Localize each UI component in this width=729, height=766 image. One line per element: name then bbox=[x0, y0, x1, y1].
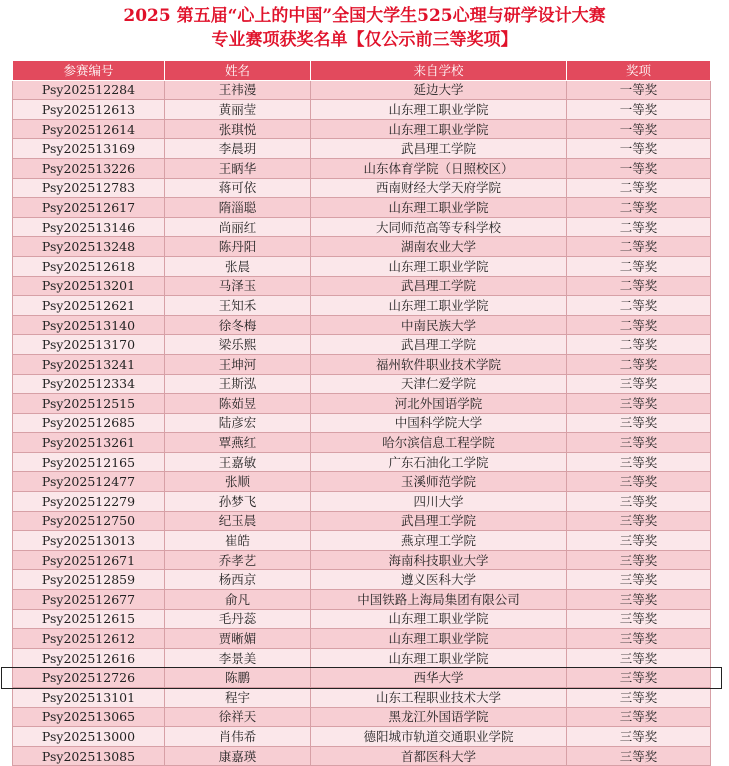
cell-id: Psy202512621 bbox=[13, 296, 165, 316]
cell-name: 徐祥天 bbox=[165, 707, 311, 727]
cell-award: 三等奖 bbox=[567, 707, 711, 727]
cell-id: Psy202512859 bbox=[13, 570, 165, 590]
cell-award: 三等奖 bbox=[567, 394, 711, 414]
cell-award: 三等奖 bbox=[567, 531, 711, 551]
table-row bbox=[13, 198, 711, 218]
table-row bbox=[13, 648, 711, 668]
cell-school: 山东体育学院（日照校区） bbox=[311, 158, 567, 178]
page-title: 2025 第五届“心上的中国”全国大学生525心理与研学设计大赛 bbox=[123, 6, 606, 26]
cell-name: 李景美 bbox=[165, 648, 311, 668]
cell-id: Psy202513248 bbox=[13, 237, 165, 257]
cell-school: 黑龙江外国语学院 bbox=[311, 707, 567, 727]
cell-award: 三等奖 bbox=[567, 688, 711, 708]
cell-name: 王斯泓 bbox=[165, 374, 311, 394]
table-body bbox=[13, 80, 711, 766]
cell-award: 三等奖 bbox=[567, 413, 711, 433]
cell-award: 二等奖 bbox=[567, 276, 711, 296]
cell-award: 三等奖 bbox=[567, 472, 711, 492]
cell-id: Psy202512616 bbox=[13, 648, 165, 668]
cell-name: 陈茹昱 bbox=[165, 394, 311, 414]
cell-name: 蒋可依 bbox=[165, 178, 311, 198]
cell-school: 西南财经大学天府学院 bbox=[311, 178, 567, 198]
cell-school: 武昌理工学院 bbox=[311, 511, 567, 531]
table-row bbox=[13, 178, 711, 198]
cell-name: 贾晰媚 bbox=[165, 629, 311, 649]
cell-school: 山东理工职业学院 bbox=[311, 256, 567, 276]
cell-id: Psy202512726 bbox=[13, 668, 165, 688]
table-row bbox=[13, 550, 711, 570]
cell-award: 一等奖 bbox=[567, 139, 711, 159]
page-subtitle: 专业赛项获奖名单【仅公示前三等奖项】 bbox=[211, 30, 518, 50]
cell-name: 覃燕红 bbox=[165, 433, 311, 453]
cell-name: 徐冬梅 bbox=[165, 315, 311, 335]
cell-id: Psy202513169 bbox=[13, 139, 165, 159]
table-row bbox=[13, 276, 711, 296]
cell-award: 二等奖 bbox=[567, 335, 711, 355]
cell-id: Psy202512165 bbox=[13, 452, 165, 472]
table-row bbox=[13, 472, 711, 492]
awards-table bbox=[12, 60, 711, 766]
cell-name: 尚丽红 bbox=[165, 217, 311, 237]
cell-id: Psy202512613 bbox=[13, 100, 165, 120]
cell-id: Psy202512334 bbox=[13, 374, 165, 394]
table-row bbox=[13, 746, 711, 766]
cell-name: 程宇 bbox=[165, 688, 311, 708]
cell-id: Psy202513201 bbox=[13, 276, 165, 296]
cell-award: 三等奖 bbox=[567, 550, 711, 570]
cell-name: 俞凡 bbox=[165, 590, 311, 610]
cell-name: 康嘉瑛 bbox=[165, 746, 311, 766]
cell-award: 三等奖 bbox=[567, 590, 711, 610]
cell-award: 三等奖 bbox=[567, 727, 711, 747]
cell-award: 三等奖 bbox=[567, 433, 711, 453]
cell-id: Psy202513065 bbox=[13, 707, 165, 727]
cell-school: 燕京理工学院 bbox=[311, 531, 567, 551]
cell-school: 中国铁路上海局集团有限公司 bbox=[311, 590, 567, 610]
cell-school: 玉溪师范学院 bbox=[311, 472, 567, 492]
cell-id: Psy202512783 bbox=[13, 178, 165, 198]
cell-name: 梁乐熙 bbox=[165, 335, 311, 355]
cell-id: Psy202512515 bbox=[13, 394, 165, 414]
table-row bbox=[13, 590, 711, 610]
table-row bbox=[13, 609, 711, 629]
cell-school: 海南科技职业大学 bbox=[311, 550, 567, 570]
table-row bbox=[13, 335, 711, 355]
cell-name: 乔孝艺 bbox=[165, 550, 311, 570]
cell-name: 张晨 bbox=[165, 256, 311, 276]
cell-name: 黄丽莹 bbox=[165, 100, 311, 120]
cell-id: Psy202512284 bbox=[13, 80, 165, 100]
cell-award: 二等奖 bbox=[567, 296, 711, 316]
table-row bbox=[13, 492, 711, 512]
column-header-school: 来自学校 bbox=[311, 61, 567, 81]
cell-name: 李晨玥 bbox=[165, 139, 311, 159]
cell-school: 福州软件职业技术学院 bbox=[311, 354, 567, 374]
table-row bbox=[13, 158, 711, 178]
table-row bbox=[13, 374, 711, 394]
cell-award: 三等奖 bbox=[567, 668, 711, 688]
cell-school: 中国科学院大学 bbox=[311, 413, 567, 433]
cell-award: 三等奖 bbox=[567, 746, 711, 766]
cell-id: Psy202513085 bbox=[13, 746, 165, 766]
cell-award: 二等奖 bbox=[567, 198, 711, 218]
cell-id: Psy202512685 bbox=[13, 413, 165, 433]
cell-id: Psy202513261 bbox=[13, 433, 165, 453]
cell-school: 延边大学 bbox=[311, 80, 567, 100]
cell-id: Psy202513146 bbox=[13, 217, 165, 237]
column-header-award: 奖项 bbox=[567, 61, 711, 81]
cell-award: 三等奖 bbox=[567, 511, 711, 531]
cell-id: Psy202513241 bbox=[13, 354, 165, 374]
cell-school: 四川大学 bbox=[311, 492, 567, 512]
cell-id: Psy202512477 bbox=[13, 472, 165, 492]
cell-school: 湖南农业大学 bbox=[311, 237, 567, 257]
cell-school: 武昌理工学院 bbox=[311, 139, 567, 159]
cell-award: 二等奖 bbox=[567, 217, 711, 237]
cell-name: 王嘉敏 bbox=[165, 452, 311, 472]
cell-name: 毛丹蕊 bbox=[165, 609, 311, 629]
cell-name: 王知禾 bbox=[165, 296, 311, 316]
table-row bbox=[13, 354, 711, 374]
cell-id: Psy202513101 bbox=[13, 688, 165, 708]
cell-award: 二等奖 bbox=[567, 315, 711, 335]
cell-name: 孙梦飞 bbox=[165, 492, 311, 512]
cell-name: 王昞华 bbox=[165, 158, 311, 178]
cell-school: 遵义医科大学 bbox=[311, 570, 567, 590]
cell-school: 武昌理工学院 bbox=[311, 335, 567, 355]
column-header-name: 姓名 bbox=[165, 61, 311, 81]
cell-id: Psy202513170 bbox=[13, 335, 165, 355]
table-row bbox=[13, 452, 711, 472]
table-row bbox=[13, 570, 711, 590]
table-row bbox=[13, 433, 711, 453]
cell-id: Psy202512671 bbox=[13, 550, 165, 570]
cell-award: 三等奖 bbox=[567, 570, 711, 590]
cell-name: 陈鹏 bbox=[165, 668, 311, 688]
cell-id: Psy202512617 bbox=[13, 198, 165, 218]
table-row bbox=[13, 315, 711, 335]
cell-name: 马泽玉 bbox=[165, 276, 311, 296]
cell-id: Psy202512279 bbox=[13, 492, 165, 512]
table-header-row bbox=[13, 61, 711, 81]
cell-school: 山东理工职业学院 bbox=[311, 648, 567, 668]
cell-name: 王祎漫 bbox=[165, 80, 311, 100]
table-row bbox=[13, 511, 711, 531]
cell-id: Psy202513013 bbox=[13, 531, 165, 551]
table-row bbox=[13, 256, 711, 276]
cell-award: 三等奖 bbox=[567, 492, 711, 512]
cell-award: 三等奖 bbox=[567, 609, 711, 629]
cell-school: 中南民族大学 bbox=[311, 315, 567, 335]
cell-id: Psy202512618 bbox=[13, 256, 165, 276]
cell-id: Psy202513000 bbox=[13, 727, 165, 747]
cell-award: 三等奖 bbox=[567, 374, 711, 394]
cell-school: 山东理工职业学院 bbox=[311, 296, 567, 316]
cell-name: 隋淄聪 bbox=[165, 198, 311, 218]
cell-award: 三等奖 bbox=[567, 452, 711, 472]
cell-school: 首都医科大学 bbox=[311, 746, 567, 766]
table-row bbox=[13, 100, 711, 120]
cell-id: Psy202513140 bbox=[13, 315, 165, 335]
table-row bbox=[13, 237, 711, 257]
cell-school: 大同师范高等专科学校 bbox=[311, 217, 567, 237]
table-row bbox=[13, 531, 711, 551]
table-row bbox=[13, 413, 711, 433]
cell-id: Psy202512615 bbox=[13, 609, 165, 629]
cell-school: 广东石油化工学院 bbox=[311, 452, 567, 472]
cell-school: 天津仁爱学院 bbox=[311, 374, 567, 394]
table-row bbox=[13, 629, 711, 649]
table-row bbox=[13, 707, 711, 727]
cell-award: 二等奖 bbox=[567, 178, 711, 198]
cell-name: 陈丹阳 bbox=[165, 237, 311, 257]
cell-award: 二等奖 bbox=[567, 237, 711, 257]
table-row bbox=[13, 688, 711, 708]
cell-id: Psy202513226 bbox=[13, 158, 165, 178]
table-row bbox=[13, 139, 711, 159]
cell-award: 一等奖 bbox=[567, 80, 711, 100]
cell-school: 德阳城市轨道交通职业学院 bbox=[311, 727, 567, 747]
cell-award: 三等奖 bbox=[567, 629, 711, 649]
table-row-highlighted bbox=[13, 668, 711, 688]
cell-school: 山东工程职业技术大学 bbox=[311, 688, 567, 708]
table-row bbox=[13, 80, 711, 100]
cell-id: Psy202512750 bbox=[13, 511, 165, 531]
cell-award: 一等奖 bbox=[567, 100, 711, 120]
table-row bbox=[13, 217, 711, 237]
cell-school: 山东理工职业学院 bbox=[311, 198, 567, 218]
cell-id: Psy202512677 bbox=[13, 590, 165, 610]
cell-name: 崔皓 bbox=[165, 531, 311, 551]
cell-id: Psy202512614 bbox=[13, 119, 165, 139]
cell-school: 山东理工职业学院 bbox=[311, 119, 567, 139]
cell-award: 二等奖 bbox=[567, 354, 711, 374]
cell-school: 武昌理工学院 bbox=[311, 276, 567, 296]
cell-name: 杨西京 bbox=[165, 570, 311, 590]
cell-name: 纪玉晨 bbox=[165, 511, 311, 531]
table-row bbox=[13, 727, 711, 747]
cell-name: 张琪悦 bbox=[165, 119, 311, 139]
cell-award: 一等奖 bbox=[567, 158, 711, 178]
cell-name: 王坤河 bbox=[165, 354, 311, 374]
table-row bbox=[13, 296, 711, 316]
cell-award: 一等奖 bbox=[567, 119, 711, 139]
cell-award: 三等奖 bbox=[567, 648, 711, 668]
table-row bbox=[13, 394, 711, 414]
cell-name: 张顺 bbox=[165, 472, 311, 492]
cell-school: 西华大学 bbox=[311, 668, 567, 688]
cell-school: 河北外国语学院 bbox=[311, 394, 567, 414]
cell-school: 山东理工职业学院 bbox=[311, 609, 567, 629]
cell-school: 哈尔滨信息工程学院 bbox=[311, 433, 567, 453]
table-row bbox=[13, 119, 711, 139]
cell-school: 山东理工职业学院 bbox=[311, 100, 567, 120]
cell-name: 陆彦宏 bbox=[165, 413, 311, 433]
column-header-id: 参赛编号 bbox=[13, 61, 165, 81]
cell-id: Psy202512612 bbox=[13, 629, 165, 649]
cell-name: 肖伟希 bbox=[165, 727, 311, 747]
cell-award: 二等奖 bbox=[567, 256, 711, 276]
cell-school: 山东理工职业学院 bbox=[311, 629, 567, 649]
